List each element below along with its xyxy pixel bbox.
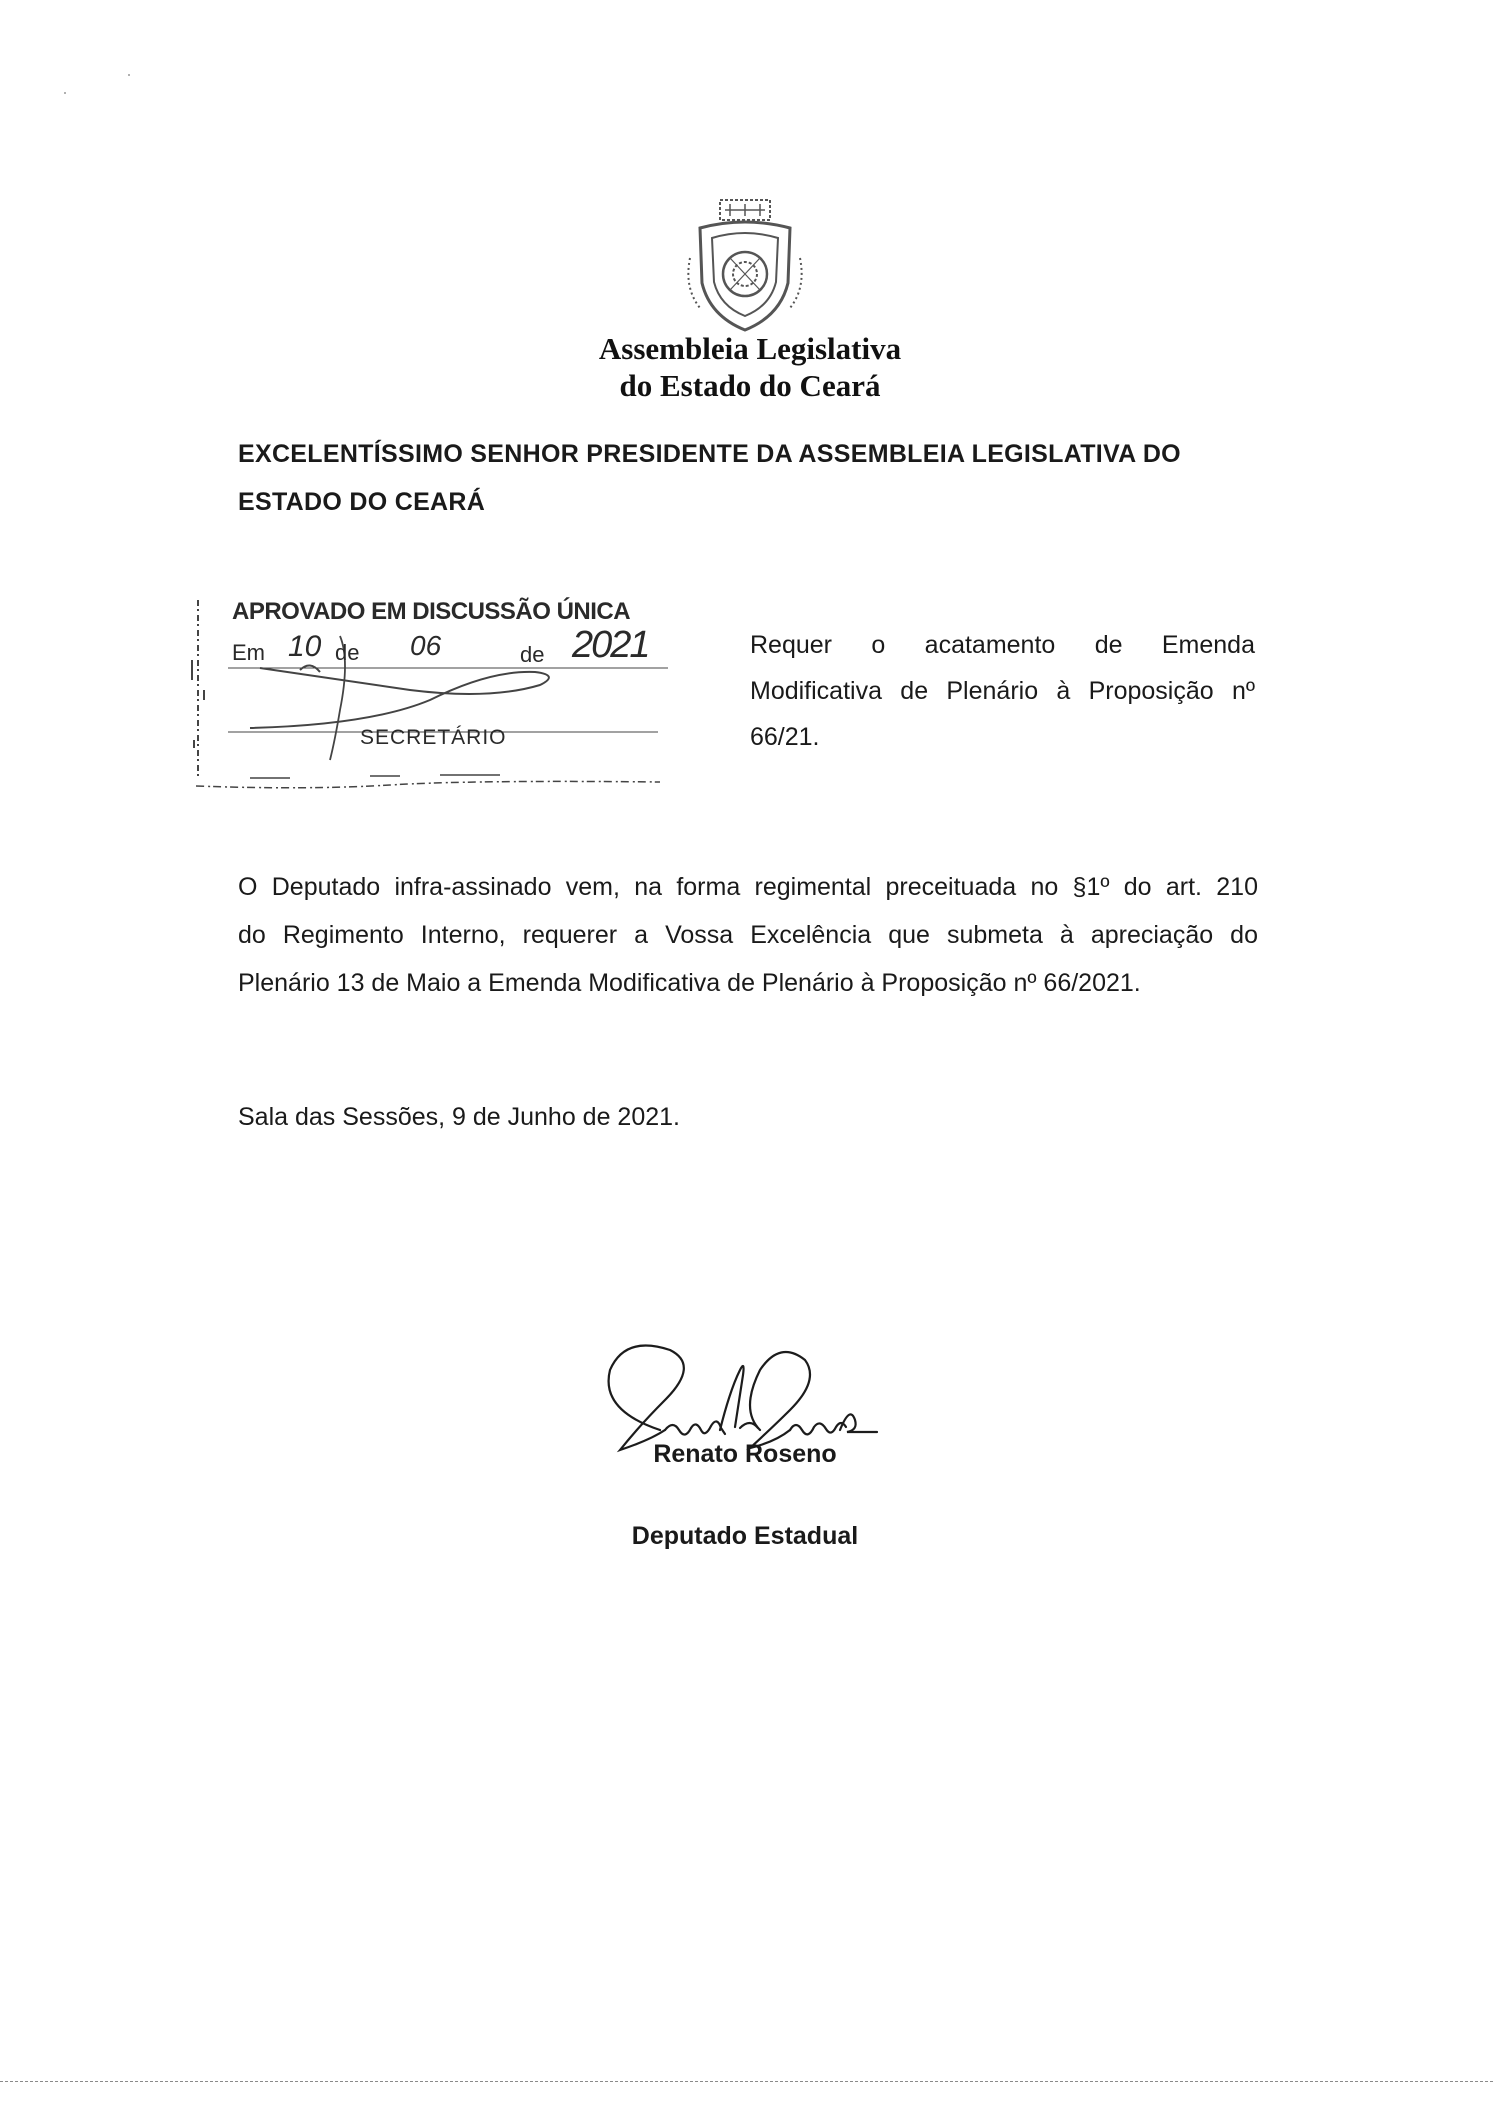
body-line-3: Plenário 13 de Maio a Emenda Modificativa de Plenário à Proposição nº 66/2021. (238, 969, 1141, 997)
scan-speck (128, 74, 130, 76)
addressee-line-2: ESTADO DO CEARÁ (238, 488, 486, 516)
subject-summary: Requer o acatamento de Emenda Modificativa de Plenário à Proposição nº 66/21. (750, 631, 1255, 751)
state-crest-icon (680, 198, 810, 338)
addressee (238, 430, 1258, 526)
body-paragraph (238, 863, 1258, 1007)
approval-stamp (190, 590, 670, 805)
institution-name (520, 330, 980, 404)
scan-speck (64, 92, 66, 94)
body-line-2: do Regimento Interno, requerer a Vossa Excelência que submeta à apreciação do (238, 921, 1258, 949)
addressee-line-1: EXCELENTÍSSIMO SENHOR PRESIDENTE DA ASSEMBLEIA LEGISLATIVA DO (238, 440, 1181, 468)
signer-name: Renato Roseno (653, 1440, 837, 1468)
institution-line-1: Assembleia Legislativa (598, 331, 902, 366)
footer-rule (0, 2081, 1493, 2082)
stamp-day: 10 (288, 630, 322, 663)
stamp-year: 2021 (572, 624, 649, 666)
stamp-em-label: Em (232, 640, 265, 665)
signer-role: Deputado Estadual (631, 1522, 859, 1550)
stamp-title: APROVADO EM DISCUSSÃO ÚNICA (232, 598, 631, 625)
stamp-de-label-2: de (520, 642, 545, 667)
stamp-month: 06 (410, 630, 442, 661)
stamp-de-label-1: de (335, 640, 360, 665)
stamp-secretary-label: SECRETÁRIO (360, 726, 507, 749)
body-line-1: O Deputado infra-assinado vem, na forma regimental preceituada no §1º do art. 210 (238, 873, 1258, 901)
institution-line-2: do Estado do Ceará (619, 368, 881, 403)
dateline: Sala das Sessões, 9 de Junho de 2021. (238, 1103, 680, 1131)
